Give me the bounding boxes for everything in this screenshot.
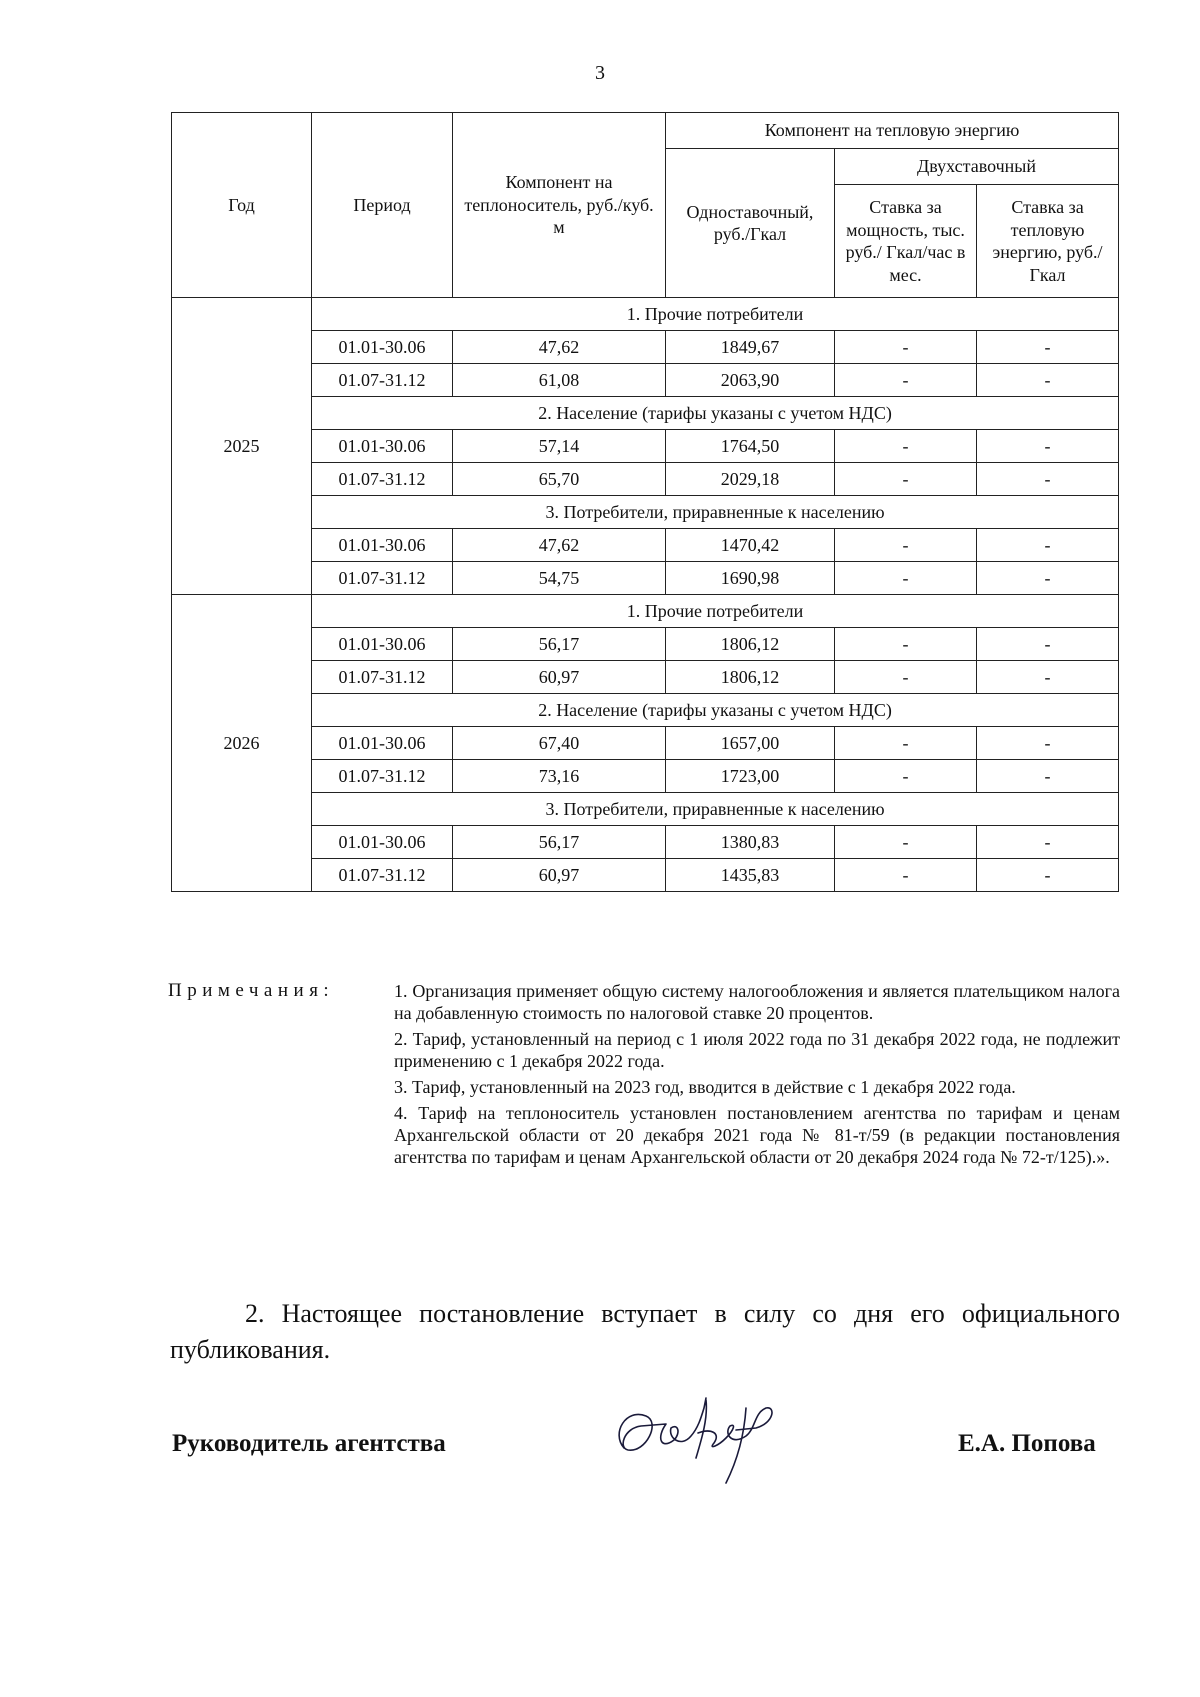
energy-rate-cell: - [977,727,1119,760]
period-cell: 01.01-30.06 [312,331,453,364]
table-row [172,727,1119,760]
period-cell: 01.07-31.12 [312,364,453,397]
group-row [172,595,1119,628]
consumer-group-title: 2. Население (тарифы указаны с учетом НДС) [312,694,1119,727]
carrier-cell: 54,75 [453,562,666,595]
tariff-table-body [172,298,1119,892]
period-cell: 01.01-30.06 [312,727,453,760]
carrier-cell: 73,16 [453,760,666,793]
note-item: 4. Тариф на теплоноситель установлен постановлением агентства по тарифам и ценам Архангельской области от 20 декабря 2021 года № 81-т/59 (в редакции постановления агентства по тарифам и ценам Архангельской области от 20 декабря 2024 года № 72-т/125).». [394,1103,1120,1167]
carrier-cell: 57,14 [453,430,666,463]
table-row [172,529,1119,562]
energy-rate-cell: - [977,760,1119,793]
group-row [172,298,1119,331]
single-rate-cell: 1806,12 [666,628,835,661]
carrier-cell: 60,97 [453,859,666,892]
single-rate-cell: 1849,67 [666,331,835,364]
carrier-cell: 60,97 [453,661,666,694]
period-cell: 01.07-31.12 [312,463,453,496]
carrier-cell: 47,62 [453,529,666,562]
header-energy-rate: Ставка за тепловую энергию, руб./Гкал [977,185,1119,298]
single-rate-cell: 1723,00 [666,760,835,793]
table-row [172,661,1119,694]
notes-list [394,980,1120,1172]
period-cell: 01.07-31.12 [312,562,453,595]
signatory-title: Руководитель агентства [172,1430,446,1457]
period-cell: 01.01-30.06 [312,430,453,463]
table-row [172,826,1119,859]
carrier-cell: 56,17 [453,826,666,859]
single-rate-cell: 1470,42 [666,529,835,562]
handwritten-signature [606,1378,786,1488]
group-row [172,496,1119,529]
energy-rate-cell: - [977,859,1119,892]
group-row [172,793,1119,826]
capacity-rate-cell: - [835,364,977,397]
table-row [172,331,1119,364]
capacity-rate-cell: - [835,661,977,694]
single-rate-cell: 2063,90 [666,364,835,397]
table-row [172,364,1119,397]
period-cell: 01.01-30.06 [312,826,453,859]
header-heat-component: Компонент на тепловую энергию [666,113,1119,149]
year-cell: 2026 [172,595,312,892]
single-rate-cell: 1806,12 [666,661,835,694]
carrier-cell: 65,70 [453,463,666,496]
consumer-group-title: 1. Прочие потребители [312,298,1119,331]
single-rate-cell: 1764,50 [666,430,835,463]
table-row [172,859,1119,892]
tariff-table [171,112,1119,892]
notes-label: Примечания: [168,980,335,1001]
energy-rate-cell: - [977,364,1119,397]
energy-rate-cell: - [977,562,1119,595]
capacity-rate-cell: - [835,628,977,661]
closing-paragraph: 2. Настоящее постановление вступает в силу со дня его официального публикования. [170,1299,1120,1364]
consumer-group-title: 1. Прочие потребители [312,595,1119,628]
note-item: 1. Организация применяет общую систему налогообложения и является плательщиком налога на добавленную стоимость по налоговой ставке 20 процентов. [394,981,1120,1023]
signatory-name: Е.А. Попова [958,1430,1096,1457]
capacity-rate-cell: - [835,859,977,892]
capacity-rate-cell: - [835,430,977,463]
single-rate-cell: 1690,98 [666,562,835,595]
carrier-cell: 56,17 [453,628,666,661]
table-row [172,562,1119,595]
energy-rate-cell: - [977,331,1119,364]
page-number: 3 [595,62,605,84]
table-row [172,463,1119,496]
single-rate-cell: 1435,83 [666,859,835,892]
header-capacity-rate: Ставка за мощность, тыс. руб./ Гкал/час в мес. [835,185,977,298]
capacity-rate-cell: - [835,463,977,496]
header-single-rate: Одноставочный, руб./Гкал [666,149,835,298]
consumer-group-title: 3. Потребители, приравненные к населению [312,793,1119,826]
period-cell: 01.01-30.06 [312,529,453,562]
year-cell: 2025 [172,298,312,595]
header-two-rate: Двухставочный [835,149,1119,185]
energy-rate-cell: - [977,430,1119,463]
single-rate-cell: 1380,83 [666,826,835,859]
carrier-cell: 61,08 [453,364,666,397]
period-cell: 01.01-30.06 [312,628,453,661]
single-rate-cell: 2029,18 [666,463,835,496]
energy-rate-cell: - [977,826,1119,859]
capacity-rate-cell: - [835,562,977,595]
table-row [172,430,1119,463]
period-cell: 01.07-31.12 [312,760,453,793]
energy-rate-cell: - [977,529,1119,562]
table-row [172,760,1119,793]
note-item: 3. Тариф, установленный на 2023 год, вводится в действие с 1 декабря 2022 года. [394,1077,1016,1097]
carrier-cell: 47,62 [453,331,666,364]
period-cell: 01.07-31.12 [312,661,453,694]
consumer-group-title: 2. Население (тарифы указаны с учетом НДС) [312,397,1119,430]
capacity-rate-cell: - [835,331,977,364]
table-row [172,628,1119,661]
capacity-rate-cell: - [835,826,977,859]
energy-rate-cell: - [977,463,1119,496]
period-cell: 01.07-31.12 [312,859,453,892]
carrier-cell: 67,40 [453,727,666,760]
group-row [172,694,1119,727]
energy-rate-cell: - [977,628,1119,661]
group-row [172,397,1119,430]
capacity-rate-cell: - [835,727,977,760]
header-period: Период [312,113,453,298]
consumer-group-title: 3. Потребители, приравненные к населению [312,496,1119,529]
capacity-rate-cell: - [835,529,977,562]
single-rate-cell: 1657,00 [666,727,835,760]
capacity-rate-cell: - [835,760,977,793]
energy-rate-cell: - [977,661,1119,694]
note-item: 2. Тариф, установленный на период с 1 июля 2022 года по 31 декабря 2022 года, не подлежит применению с 1 декабря 2022 года. [394,1029,1120,1071]
header-year: Год [172,113,312,298]
header-carrier-component: Компонент на теплоноситель, руб./куб. м [453,113,666,298]
